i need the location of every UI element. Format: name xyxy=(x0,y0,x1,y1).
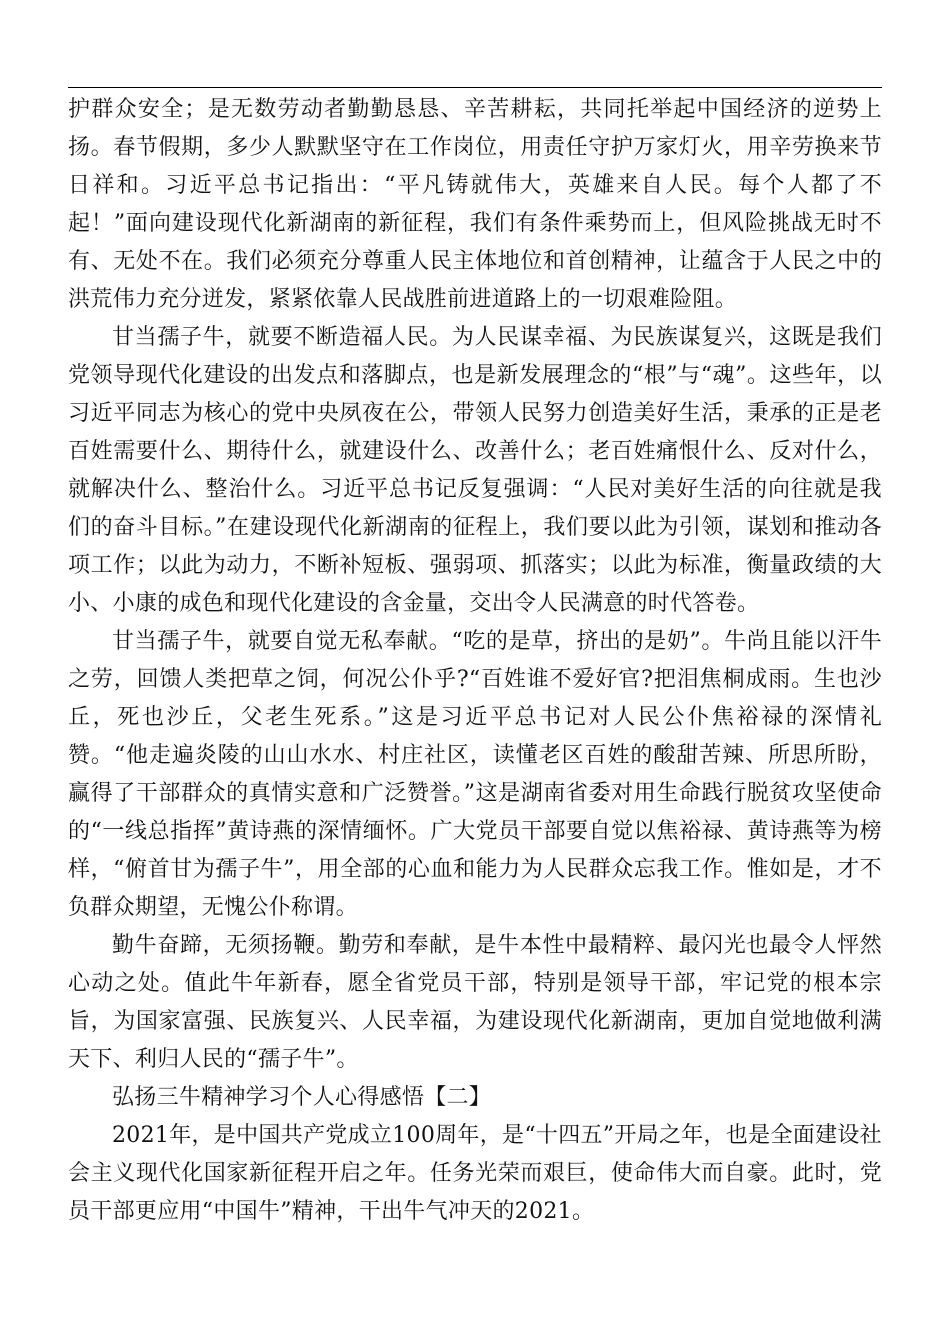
document-body xyxy=(68,91,882,1231)
paragraph-diligent-ox: 勤牛奋蹄，无须扬鞭。勤劳和奉献，是牛本性中最精粹、最闪光也最令人怦然心动之处。值此牛年新春，愿全省党员干部，特别是领导干部，牢记党的根本宗旨，为国家富强、民族复兴、人民幸福，为建设现代化新湖南，更加自觉地做利满天下、利归人民的“孺子牛”。 xyxy=(68,933,882,1072)
paragraph-selfless-dedication: 甘当孺子牛，就要自觉无私奉献。“吃的是草，挤出的是奶”。牛尚且能以汗牛之劳，回馈人类把草之饲，何况公仆乎?“百姓谁不爱好官?把泪焦桐成雨。生也沙丘，死也沙丘，父老生死系。”这是习近平总书记对人民公仆焦裕禄的深情礼赞。“他走遍炎陵的山山水水、村庄社区，读懂老区百姓的酸甜苦辣、所思所盼，赢得了干部群众的真情实意和广泛赞誉。”这是湖南省委对用生命践行脱贫攻坚使命的“一线总指挥”黄诗燕的深情缅怀。广大党员干部要自觉以焦裕禄、黄诗燕等为榜样，“俯首甘为孺子牛”，用全部的心血和能力为人民群众忘我工作。惟如是，才不负群众期望，无愧公仆称谓。 xyxy=(68,629,882,920)
header-rule xyxy=(68,87,882,88)
paragraph-continuation: 护群众安全；是无数劳动者勤勤恳恳、辛苦耕耘，共同托举起中国经济的逆势上扬。春节假期，多少人默默坚守在工作岗位，用责任守护万家灯火，用辛劳换来节日祥和。习近平总书记指出：“平凡铸就伟大，英雄来自人民。每个人都了不起！”面向建设现代化新湖南的新征程，我们有条件乘势而上，但风险挑战无时不有、无处不在。我们必须充分尊重人民主体地位和首创精神，让蕴含于人民之中的洪荒伟力充分迸发，紧紧依靠人民战胜前进道路上的一切艰难险阻。 xyxy=(68,97,882,312)
section-heading: 弘扬三牛精神学习个人心得感悟【二】 xyxy=(112,1085,492,1110)
paragraph-2021: 2021年，是中国共产党成立100周年，是“十四五”开局之年，也是全面建设社会主义现代化国家新征程开启之年。任务光荣而艰巨，使命伟大而自豪。此时，党员干部更应用“中国牛”精神，干出牛气冲天的2021。 xyxy=(68,1123,882,1224)
paragraph-benefit-people: 甘当孺子牛，就要不断造福人民。为人民谋幸福、为民族谋复兴，这既是我们党领导现代化建设的出发点和落脚点，也是新发展理念的“根”与“魂”。这些年，以习近平同志为核心的党中央夙夜在公，带领人民努力创造美好生活，秉承的正是老百姓需要什么、期待什么，就建设什么、改善什么；老百姓痛恨什么、反对什么，就解决什么、整治什么。习近平总书记反复强调：“人民对美好生活的向往就是我们的奋斗目标。”在建设现代化新湖南的征程上，我们要以此为引领，谋划和推动各项工作；以此为动力，不断补短板、强弱项、抓落实；以此为标准，衡量政绩的大小、小康的成色和现代化建设的含金量，交出令人民满意的时代答卷。 xyxy=(68,325,882,616)
